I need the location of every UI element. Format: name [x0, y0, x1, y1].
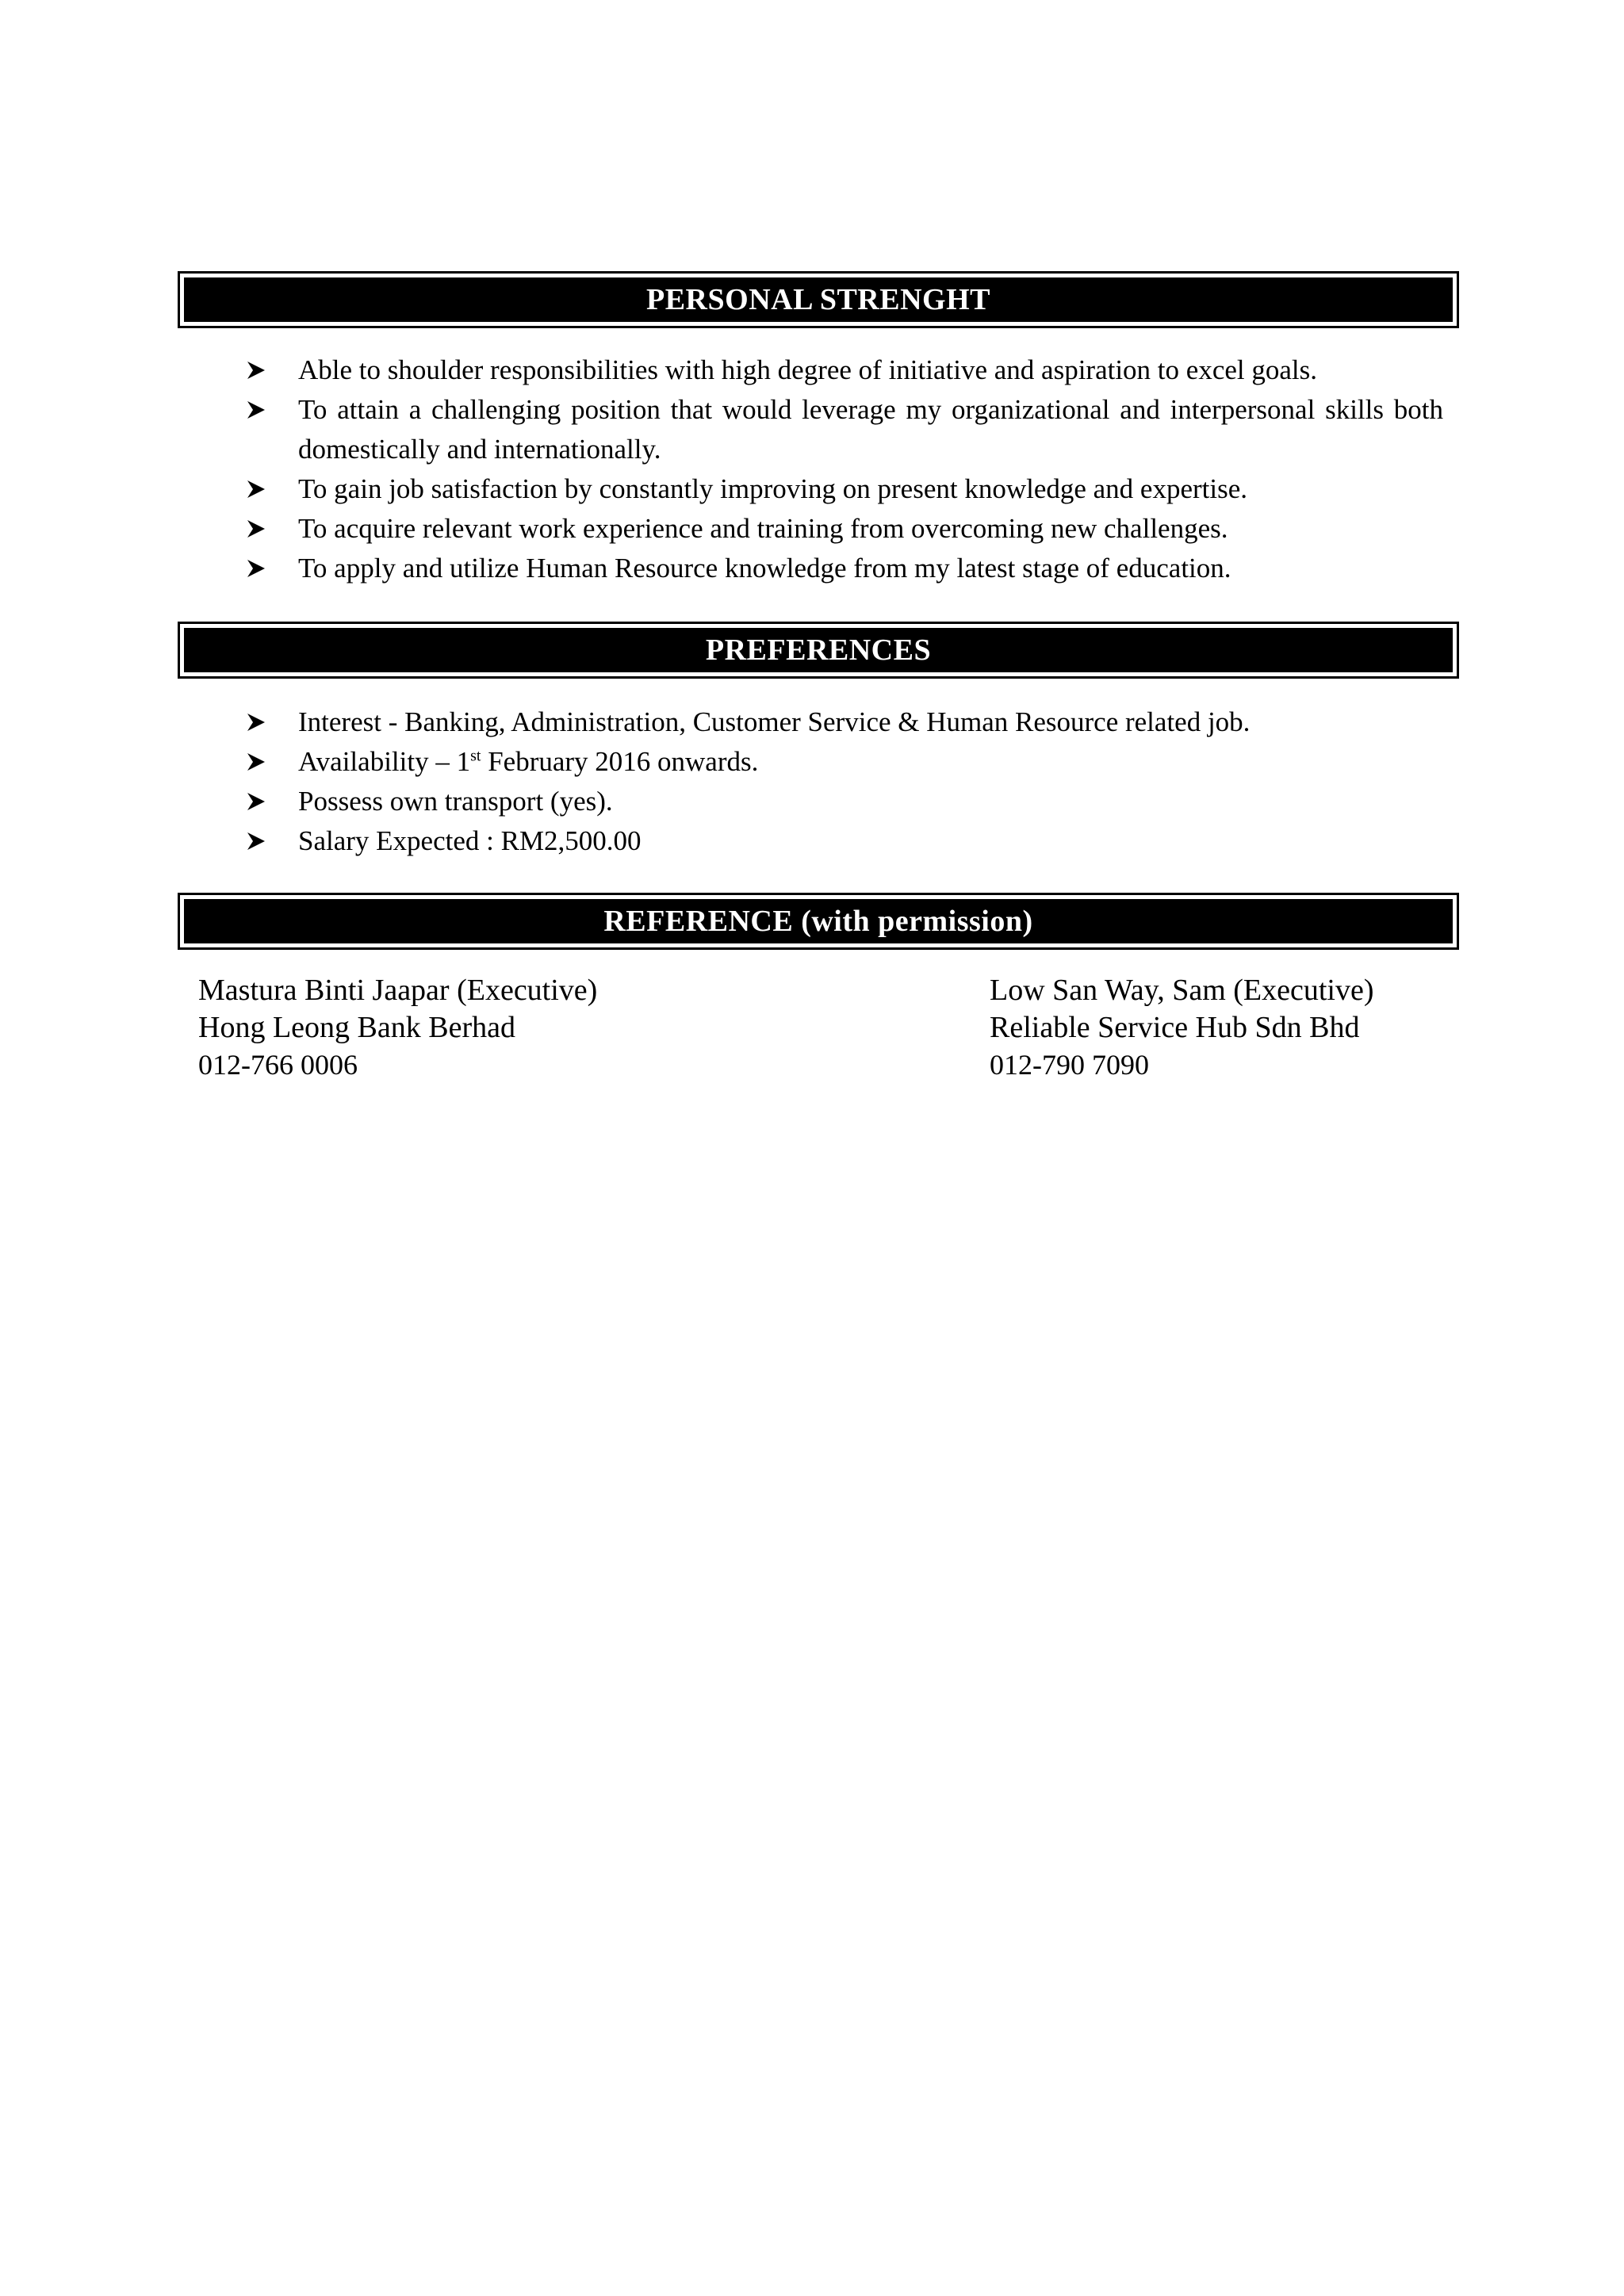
list-item [246, 702, 1443, 742]
personal-strength-title: PERSONAL STRENGHT [184, 277, 1453, 322]
preference-salary: Salary Expected : RM2,500.00 [298, 825, 642, 856]
reference-name: Mastura Binti Jaapar (Executive) [198, 974, 598, 1007]
list-item-text: To acquire relevant work experience and training from overcoming new challenges. [298, 513, 1228, 544]
reference-name: Low San Way, Sam (Executive) [990, 974, 1374, 1007]
personal-strength-list [246, 350, 1443, 588]
preference-availability [298, 746, 758, 777]
reference-header [178, 893, 1459, 950]
preferences-title: PREFERENCES [184, 628, 1453, 672]
list-item [246, 390, 1443, 469]
availability-sup: st [470, 747, 481, 765]
arrowhead-bullet-icon [246, 782, 278, 821]
reference-phone: 012-766 0006 [198, 1049, 358, 1081]
preference-transport: Possess own transport (yes). [298, 786, 613, 817]
reference-right [990, 972, 1373, 1084]
arrowhead-bullet-icon [246, 469, 278, 509]
reference-company: Hong Leong Bank Berhad [198, 1011, 515, 1044]
reference-left [198, 972, 597, 1084]
preference-interest: Interest - Banking, Administration, Customer Service & Human Resource related job. [298, 706, 1251, 737]
list-item [246, 742, 1443, 782]
preferences-list [246, 702, 1443, 861]
list-item [246, 509, 1443, 549]
personal-strength-header [178, 271, 1459, 328]
arrowhead-bullet-icon [246, 821, 278, 861]
availability-prefix: Availability – 1 [298, 746, 471, 777]
reference-phone: 012-790 7090 [990, 1049, 1149, 1081]
arrowhead-bullet-icon [246, 549, 278, 588]
list-item [246, 350, 1443, 390]
list-item [246, 782, 1443, 821]
list-item [246, 549, 1443, 588]
preferences-header [178, 622, 1459, 679]
arrowhead-bullet-icon [246, 390, 278, 430]
list-item-text: To gain job satisfaction by constantly improving on present knowledge and expertise. [298, 473, 1248, 504]
arrowhead-bullet-icon [246, 702, 278, 742]
list-item-text: To apply and utilize Human Resource knowledge from my latest stage of education. [298, 553, 1231, 584]
arrowhead-bullet-icon [246, 509, 278, 549]
reference-company: Reliable Service Hub Sdn Bhd [990, 1011, 1360, 1044]
list-item [246, 469, 1443, 509]
arrowhead-bullet-icon [246, 350, 278, 390]
list-item-text: To attain a challenging position that would leverage my organizational and interpersonal skills both domestically and internationally. [298, 394, 1443, 465]
list-item [246, 821, 1443, 861]
list-item-text: Able to shoulder responsibilities with high degree of initiative and aspiration to excel goals. [298, 354, 1317, 385]
availability-suffix: February 2016 onwards. [481, 746, 759, 777]
reference-title: REFERENCE (with permission) [184, 899, 1453, 943]
arrowhead-bullet-icon [246, 742, 278, 782]
